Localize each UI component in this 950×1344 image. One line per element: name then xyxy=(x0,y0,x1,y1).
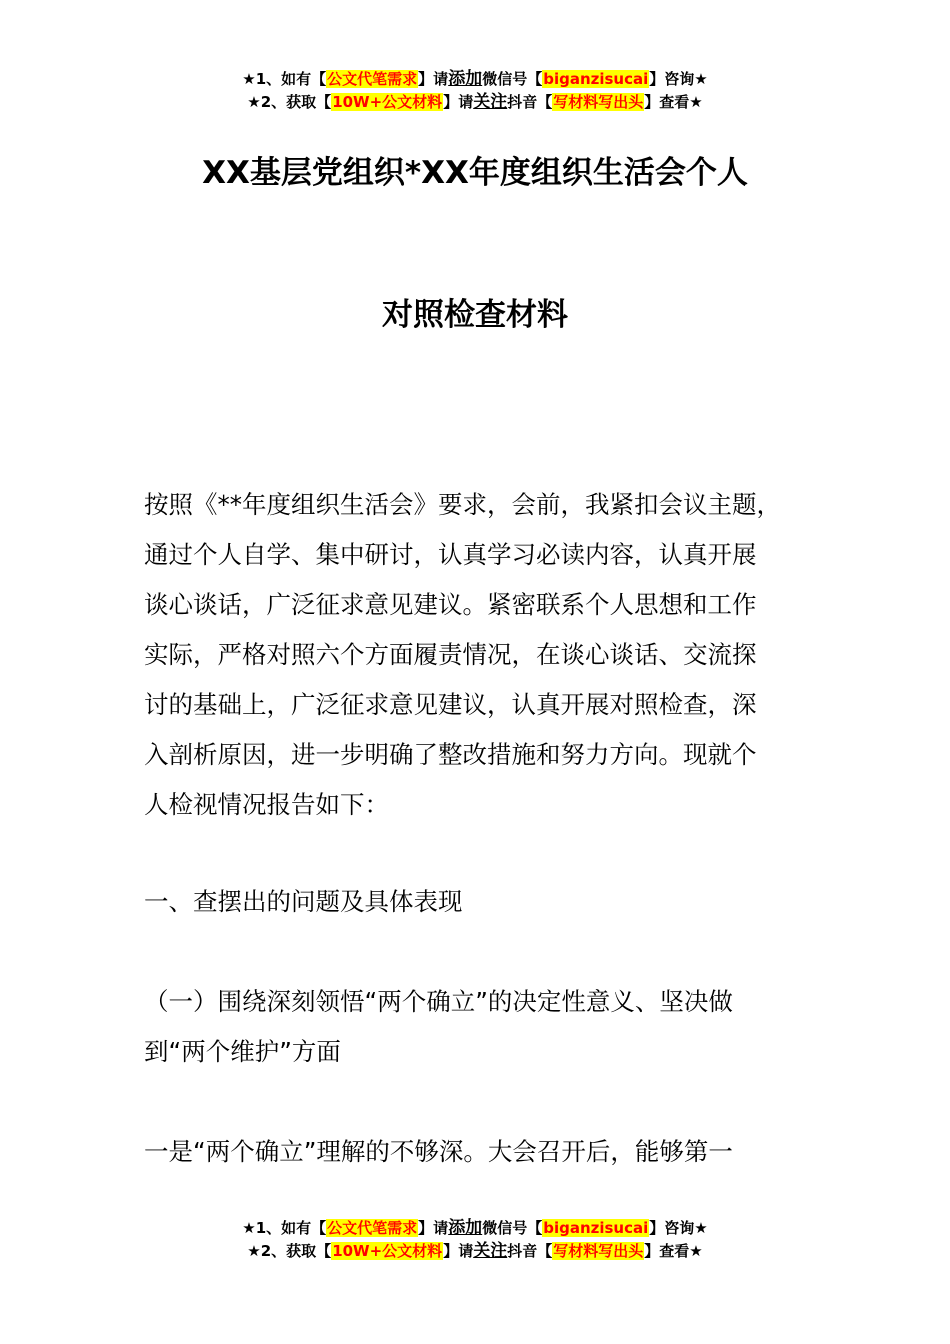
banner-text: 】请 xyxy=(418,1219,449,1237)
emphasis-add: 添加 xyxy=(448,69,483,89)
subsection-heading xyxy=(144,977,844,1077)
highlight-douyin: 写材料写出头 xyxy=(553,1242,644,1260)
text-line: 按照《**年度组织生活会》要求，会前，我紧扣会议主题， xyxy=(144,490,781,519)
banner-line-2 xyxy=(0,91,950,114)
text-line: 通过个人自学、集中研讨，认真学习必读内容，认真开展 xyxy=(144,540,757,569)
banner-line-1 xyxy=(0,68,950,91)
banner-text: 】咨询★ xyxy=(649,70,708,88)
highlight-douyin: 写材料写出头 xyxy=(553,93,644,111)
document-title-line-1: XX基层党组织*XX年度组织生活会个人 xyxy=(202,155,748,191)
text-line: 谈心谈话，广泛征求意见建议。紧密联系个人思想和工作 xyxy=(144,590,757,619)
highlight-wechat-id: biganzisucai xyxy=(543,70,649,88)
banner-text: 抖音【 xyxy=(507,93,553,111)
emphasis-follow: 关注 xyxy=(473,92,508,112)
text-line: 实际，严格对照六个方面履责情况，在谈心谈话、交流探 xyxy=(144,640,757,669)
emphasis-add: 添加 xyxy=(448,1218,483,1238)
emphasis-follow: 关注 xyxy=(473,1241,508,1261)
highlight-wechat-id: biganzisucai xyxy=(543,1219,649,1237)
banner-line-1 xyxy=(0,1217,950,1240)
banner-text: 】查看★ xyxy=(644,1242,703,1260)
text-line: 到“两个维护”方面 xyxy=(144,1037,341,1066)
banner-line-2 xyxy=(0,1240,950,1263)
banner-text: 微信号【 xyxy=(482,70,543,88)
banner-text: ★1、如有【 xyxy=(242,1219,327,1237)
section-heading xyxy=(144,877,844,927)
header-banner xyxy=(0,68,950,114)
banner-text: ★1、如有【 xyxy=(242,70,327,88)
document-title-line-2: 对照检查材料 xyxy=(382,297,568,333)
banner-text: 】查看★ xyxy=(644,93,703,111)
banner-text: ★2、获取【 xyxy=(247,93,332,111)
highlight-materials: 10W+公文材料 xyxy=(332,1242,443,1260)
banner-text: 抖音【 xyxy=(507,1242,553,1260)
banner-text: 】咨询★ xyxy=(649,1219,708,1237)
intro-paragraph xyxy=(144,480,844,830)
text-line: 人检视情况报告如下： xyxy=(144,790,389,819)
banner-text: 微信号【 xyxy=(482,1219,543,1237)
footer-banner xyxy=(0,1217,950,1263)
text-line: 一是“两个确立”理解的不够深。大会召开后，能够第一 xyxy=(144,1137,733,1166)
text-line: 一、查摆出的问题及具体表现 xyxy=(144,887,463,916)
highlight-materials: 10W+公文材料 xyxy=(332,93,443,111)
banner-text: 】请 xyxy=(443,93,474,111)
text-line: 讨的基础上，广泛征求意见建议，认真开展对照检查，深 xyxy=(144,690,757,719)
body-paragraph xyxy=(144,1127,844,1177)
highlight-service: 公文代笔需求 xyxy=(327,1219,418,1237)
text-line: 入剖析原因，进一步明确了整改措施和努力方向。现就个 xyxy=(144,740,757,769)
highlight-service: 公文代笔需求 xyxy=(327,70,418,88)
banner-text: ★2、获取【 xyxy=(247,1242,332,1260)
text-line: （一）围绕深刻领悟“两个确立”的决定性意义、坚决做 xyxy=(144,987,733,1016)
banner-text: 】请 xyxy=(418,70,449,88)
banner-text: 】请 xyxy=(443,1242,474,1260)
